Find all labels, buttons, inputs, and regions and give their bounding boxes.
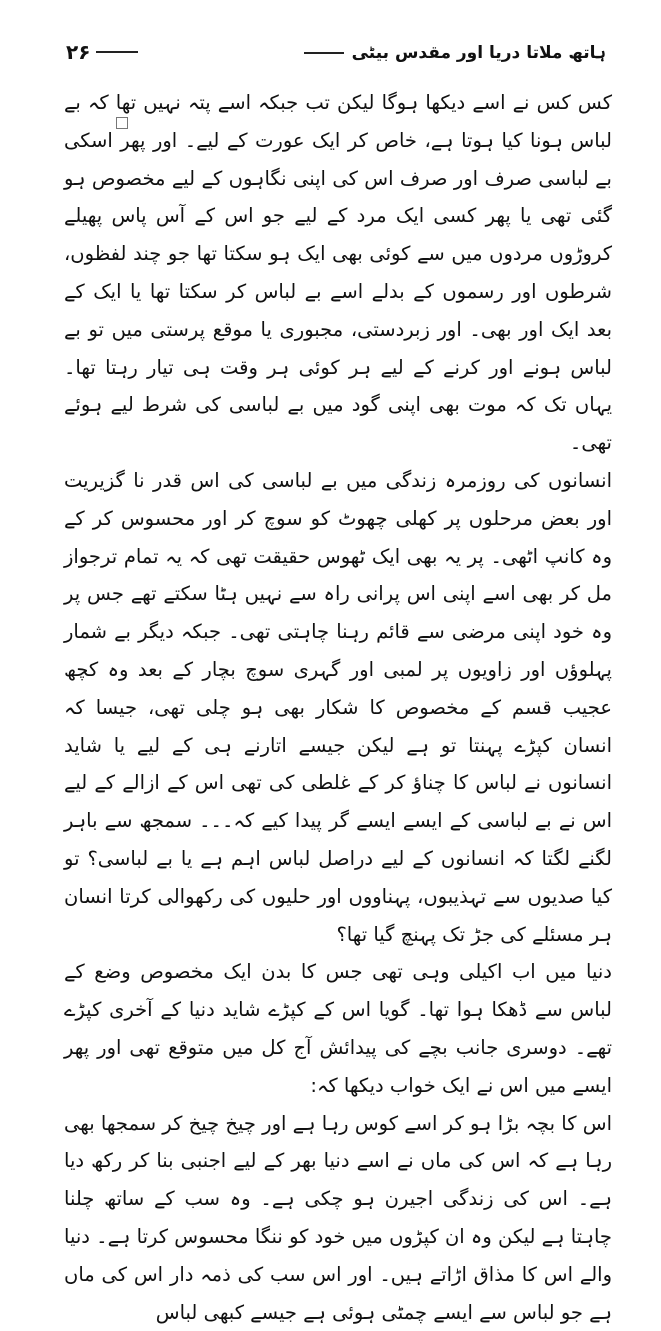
page-header: [66, 36, 606, 76]
paragraph: کس کس نے اسے دیکھا ہوگا لیکن تب جبکہ اسے پتہ نہیں تھا کہ بے لباس ہونا کیا ہوتا ہے، خاص کر ایک عورت کے لیے۔ اور پھر اسکی بے لباسی صرف اور صرف اس کی اپنی نگاہوں کے لیے مخصوص ہو گئی تھی یا پھر کسی ایک مرد کے لیے جو اس کے آس پاس پھیلے کروڑوں مردوں میں سے کوئی بھی ایک ہو سکتا تھا جو چند لفظوں، شرطوں اور رسموں کے بدلے اسے بے لباس کر سکتا تھا یا ایک کے بعد ایک اور بھی۔ اور زبردستی، مجبوری یا موقع پرستی میں تو بے لباس ہونے اور کرنے کے لیے ہر کوئی ہر وقت ہی تیار رہتا تھا۔ یہاں تک کہ موت بھی اپنی گود میں بے لباسی کی شرط لیے ہوئے تھی۔: [64, 91, 612, 455]
page-number-group: [66, 40, 138, 64]
page-number: ۲۶: [66, 40, 91, 64]
paragraph: دنیا میں اب اکیلی وہی تھی جس کا بدن ایک مخصوص وضع کے لباس سے ڈھکا ہوا تھا۔ گویا اس کے کپڑے شاید دنیا کے آخری کپڑے تھے۔ دوسری جانب بچے کی پیدائش آج کل میں متوقع تھی اور پھر ایسے میں اس نے ایک خواب دیکھا کہ:: [64, 960, 612, 1097]
paragraph: انسانوں کی روزمرہ زندگی میں بے لباسی کی اس قدر نا گزیریت اور بعض مرحلوں پر کھلی چھوٹ کو سوچ کر اور محسوس کر کے وہ کانپ اٹھی۔ پر یہ بھی ایک ٹھوس حقیقت تھی کہ یہ تمام ترجواز مل کر بھی اسے اپنی اس پرانی راہ سے نہیں ہٹا سکتے تھے جس پر وہ خود اپنی مرضی سے قائم رہنا چاہتی تھی۔ جبکہ دیگر بے شمار پہلوؤں اور زاویوں پر لمبی اور گہری سوچ بچار کے بعد وہ کچھ عجیب قسم کے مخصوص کا شکار بھی ہو چلی تھی، جیسا کہ انسان کپڑے پہنتا تو ہے لیکن جیسے اتارنے ہی کے لیے یا شاید انسانوں نے لباس کا چناؤ کر کے غلطی کی تھی اس کے ازالے کے لیے اس نے بے لباسی کے ایسے ایسے گر پیدا کیے کہ۔۔۔ سمجھ سے باہر لگنے لگتا کہ انسانوں کے لیے دراصل لباس اہم ہے یا بے لباسی؟ تو کیا صدیوں سے تہذیبوں، پہناووں اور حلیوں کی رکھوالی کرتا انسان ہر مسئلے کی جڑ تک پہنچ گیا تھا؟: [64, 468, 612, 946]
running-title: ہاتھ ملاتا دریا اور مقدس بیٹی: [351, 43, 606, 63]
running-title-group: [304, 42, 606, 63]
header-rule-left: [96, 51, 138, 53]
header-rule-right: [304, 52, 344, 54]
paragraph: اس کا بچہ بڑا ہو کر اسے کوس رہا ہے اور چیخ چیخ کر سمجھا بھی رہا ہے کہ اس کی ماں نے اسے دنیا بھر کے لیے اجنبی بنا کر رکھ دیا ہے۔ اس کی زندگی اجیرن ہو چکی ہے۔ وہ سب کے ساتھ چلنا چاہتا ہے لیکن وہ ان کپڑوں میں خود کو ننگا محسوس کرتا ہے۔ دنیا والے اس کا مذاق اڑاتے ہیں۔ اور اس سب کی ذمہ دار اس کی ماں ہے جو لباس سے ایسے چمٹی ہوئی ہے جیسے کبھی لباس: [64, 1111, 612, 1324]
body-text: [64, 84, 612, 1331]
